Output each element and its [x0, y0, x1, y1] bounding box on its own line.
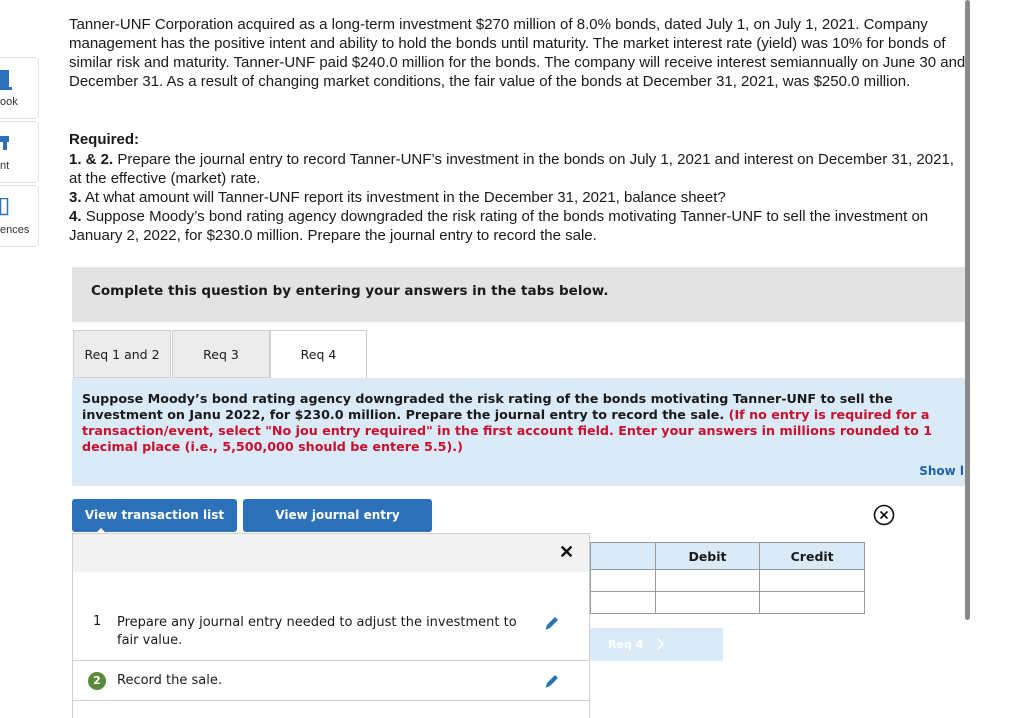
next-tab-button[interactable] [590, 628, 723, 661]
required-item-1-2: 1. & 2. Prepare the journal entry to record Tanner-UNF’s investment in the bonds on July 1, 2021 and interest on December 31, 2021, at the effective (market) rate. [69, 151, 954, 187]
sidebar-item-label: ook [0, 96, 18, 108]
transaction-text: Record the sale. [117, 673, 222, 688]
sidebar-item-print[interactable] [0, 121, 39, 183]
banner-text: Complete this question by entering your answers in the tabs below. [91, 283, 609, 299]
problem-intro: Tanner-UNF Corporation acquired as a long-term investment $270 million of 8.0% bonds, dated July 1, on July 1, 2021. Company management has the positive intent and ability to hold the bonds until maturity. The market interest rate (yield) was 10% for bonds of similar risk and maturity. Tanner-UNF paid $240.0 million for the bonds. The company will receive interest semiannually on June 30 and December 31. As a result of changing market conditions, the fair value of the bonds at December 31, 2021, was $250.0 million. [69, 16, 966, 90]
debit-cell[interactable] [655, 592, 760, 614]
close-circle-icon[interactable] [873, 504, 895, 526]
sidebar-item-references[interactable] [0, 185, 39, 247]
instructions-text [82, 391, 972, 455]
sidebar-item-label: nt [0, 160, 10, 172]
view-journal-worksheet-button[interactable]: View journal entry [243, 499, 432, 532]
next-tab-label: Req 4 [608, 638, 644, 651]
scrollbar[interactable] [965, 0, 970, 620]
debit-header: Debit [655, 543, 760, 570]
transaction-text: Prepare any journal entry needed to adjust the investment to fair value. [117, 615, 517, 648]
panel-header [73, 534, 589, 572]
account-cell[interactable] [591, 570, 656, 592]
required-item-4: 4. Suppose Moody’s bond rating agency downgraded the risk rating of the bonds motivating Tanner-UNF to sell the investment on January 2, 2022, for $230.0 million. Prepare the journal entry to record the sale. [69, 208, 929, 244]
tab-req-3[interactable]: Req 3 [172, 330, 270, 378]
book-icon [0, 70, 12, 90]
show-link[interactable]: Show l [919, 464, 964, 478]
required-list [69, 150, 969, 245]
print-icon [0, 134, 12, 152]
required-item-3: 3. At what amount will Tanner-UNF report its investment in the December 31, 2021, balance sheet? [69, 189, 726, 206]
account-cell[interactable] [591, 592, 656, 614]
question-instructions [72, 378, 970, 486]
instructions-banner [72, 267, 970, 322]
pencil-icon[interactable] [543, 614, 561, 632]
credit-cell[interactable] [760, 592, 865, 614]
required-title: Required: [69, 131, 140, 148]
transaction-list-panel [72, 533, 590, 718]
pencil-icon[interactable] [543, 672, 561, 690]
account-header [591, 543, 656, 570]
instructions-note: (If no entry is required for a transaction/event, select "No jou entry required" in the first account field. Enter your answers in millions rounded to 1 decimal place (i.e., 5,500,000 should be entere 5.5).) [82, 407, 933, 454]
sidebar-item-label: ences [0, 224, 30, 236]
view-transaction-list-button[interactable]: View transaction list [72, 499, 237, 532]
row-divider [73, 700, 589, 701]
row-divider [73, 660, 589, 661]
tab-req-1-and-2[interactable]: Req 1 and 2 [73, 330, 171, 378]
tab-req-4[interactable]: Req 4 [270, 330, 367, 379]
journal-entry-table [590, 542, 865, 614]
chevron-right-icon [657, 638, 665, 650]
credit-header: Credit [760, 543, 865, 570]
close-icon[interactable]: ✕ [559, 542, 575, 562]
sidebar-item-ebook[interactable] [0, 57, 39, 119]
transaction-number: 1 [93, 614, 102, 629]
debit-cell[interactable] [655, 570, 760, 592]
instructions-main: Suppose Moody’s bond rating agency downgraded the risk rating of the bonds motivating Tanner-UNF to sell the investment on Janu 2022, for $230.0 million. Prepare the journal entry to record the sale. [82, 391, 893, 422]
references-icon [0, 198, 12, 218]
completed-check-icon: 2 [88, 672, 106, 690]
credit-cell[interactable] [760, 570, 865, 592]
